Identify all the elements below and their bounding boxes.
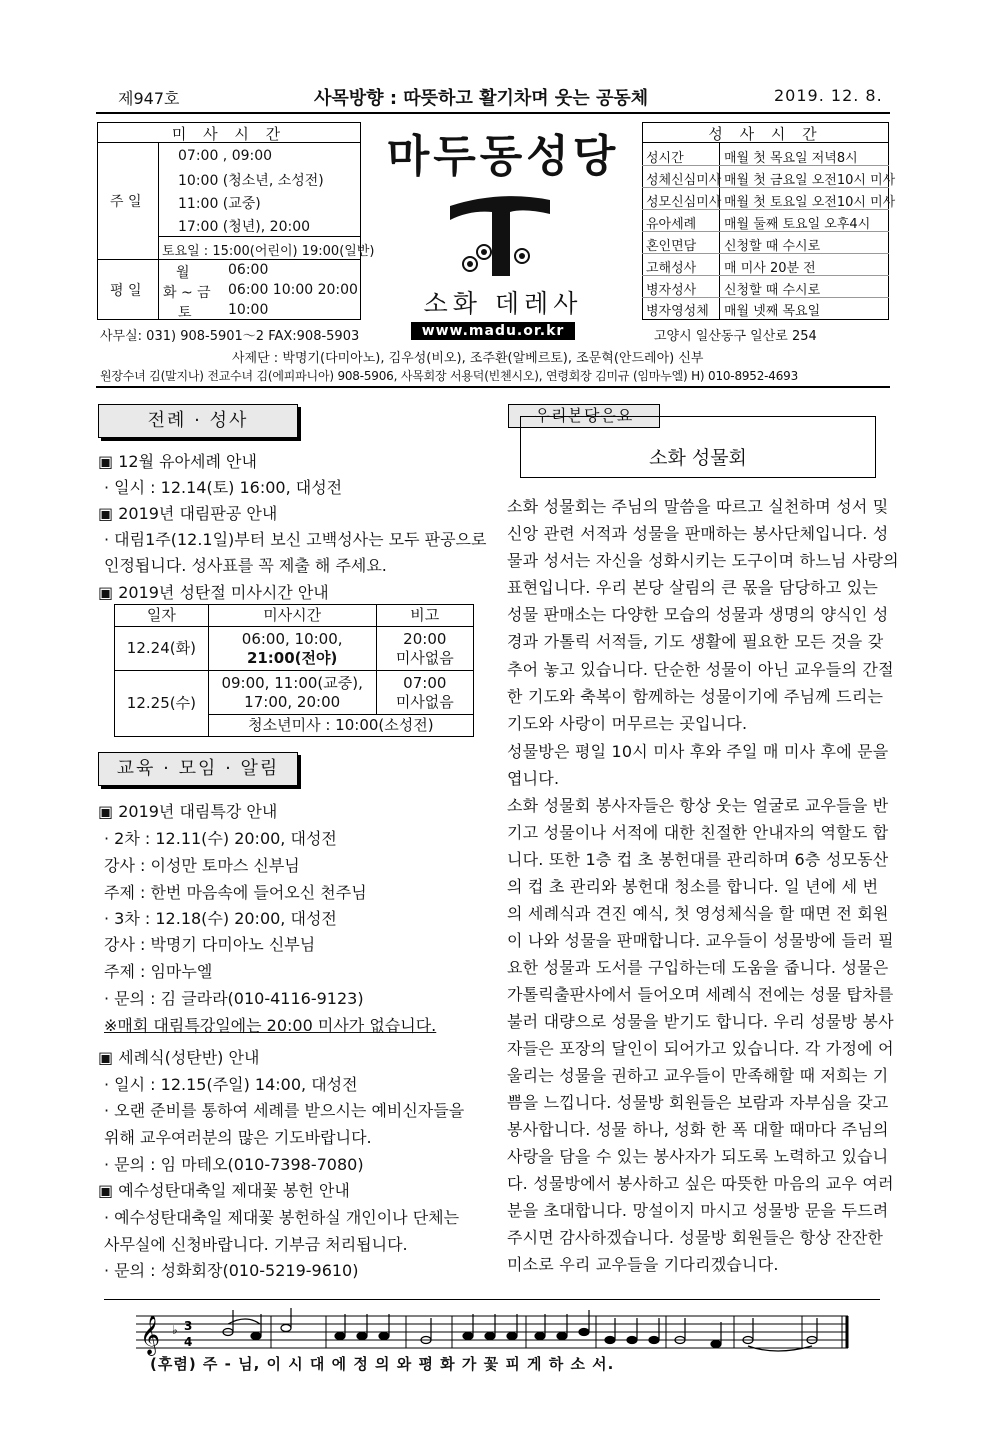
liturgy-line: · 일시 : 12.14(토) 16:00, 대성전 [104, 478, 343, 497]
treble-clef-icon: 𝄞 [140, 1315, 161, 1355]
feature-line: 니다. 또한 1층 컵 초 봉헌대를 관리하며 6층 성모동산 [507, 850, 889, 869]
education-line: 주제 : 임마누엘 [104, 962, 213, 981]
footer-rule [104, 1299, 880, 1300]
issue-number: 제947호 [118, 89, 180, 108]
music-staff [136, 1306, 856, 1358]
liturgy-heading: ▣ 2019년 대림판공 안내 [98, 504, 278, 523]
sunday-time: 11:00 (교중) [178, 196, 261, 212]
sacrament-name: 성시간 [646, 151, 684, 166]
education-line: 강사 : 이성만 토마스 신부님 [104, 856, 300, 875]
table-cell-line: 20:00 [403, 629, 447, 648]
feature-line: 자들은 포장의 달인이 되어가고 있습니다. 각 가정에 어 [507, 1039, 894, 1058]
liturgy-heading: ▣ 12월 유아세례 안내 [98, 452, 257, 471]
feature-title: 소화 성물회 [649, 447, 747, 469]
liturgy-section-title: 전례 · 성사 [98, 404, 298, 438]
contact-rule [96, 386, 890, 388]
weekday-day: 월 [176, 265, 190, 281]
sacrament-time: 매월 첫 목요일 저녁8시 [724, 151, 858, 166]
sacrament-name: 병자성사 [646, 283, 697, 298]
time-signature-top: 3 [184, 1319, 193, 1333]
sacrament-name: 병자영성체 [646, 304, 709, 319]
pastoral-motto: 사목방향 : 따뜻하고 활기차며 웃는 공동체 [314, 88, 649, 109]
feature-line: 기도와 사랑이 머무르는 곳입니다. [507, 714, 748, 733]
time-signature-bottom: 4 [184, 1335, 193, 1349]
weekday-time: 06:00 10:00 20:00 [228, 282, 358, 298]
mass-times-title: 미 사 시 간 [171, 125, 287, 143]
music-lyrics: (후렴) 주 - 님, 이 시 대 에 정 의 와 평 화 가 꽃 피 게 하 소 서. [150, 1355, 615, 1373]
sacrament-name: 혼인면담 [646, 239, 697, 254]
feature-line: 신앙 관련 서적과 성물을 판매하는 봉사단체입니다. 성 [507, 524, 889, 543]
education-line: · 2차 : 12.11(수) 20:00, 대성전 [104, 829, 337, 848]
education-heading: ▣ 2019년 대림특강 안내 [98, 802, 278, 821]
sunday-time: 17:00 (청년), 20:00 [178, 219, 311, 235]
feature-line: 성물 판매소는 다양한 모습의 성물과 생명의 양식인 성 [507, 605, 889, 624]
saturday-time: 토요일 : 15:00(어린이) 19:00(일반) [162, 244, 375, 259]
weekday-time: 06:00 [228, 262, 269, 278]
education-line: 강사 : 박명기 다미아노 신부님 [104, 935, 316, 954]
education-heading: ▣ 예수성탄대축일 제대꽃 봉헌 안내 [98, 1181, 350, 1200]
table-cell-line: 06:00, 10:00, [241, 629, 343, 648]
weekday-day: 화 ~ 금 [163, 285, 211, 301]
table-cell-line: 07:00 [403, 673, 447, 692]
education-line: 사무실에 신청바랍니다. 기부금 처리됩니다. [104, 1235, 408, 1254]
website-link[interactable]: www.madu.or.kr [411, 322, 575, 340]
table-cell-line: 09:00, 11:00(교중), [221, 673, 363, 692]
sacrament-time: 신청할 때 수시로 [724, 283, 821, 298]
sacrament-name: 고해성사 [646, 261, 697, 276]
feature-line: 물과 성서는 자신을 성화시키는 도구이며 하느님 사랑의 [507, 551, 899, 570]
sacrament-time: 매 미사 20분 전 [724, 261, 816, 276]
table-cell-line: 미사없음 [395, 692, 454, 711]
table-cell: 청소년미사 : 10:00(소성전) [208, 715, 473, 737]
education-section-title: 교육 · 모임 · 알림 [98, 752, 298, 786]
christmas-mass-table [114, 604, 474, 737]
table-cell: 12.25(수) [115, 671, 209, 737]
feature-line: 사랑을 담을 수 있는 봉사자가 되도록 노력하고 있습니 [507, 1147, 889, 1166]
liturgy-line: · 대림1주(12.1일)부터 보신 고백성사는 모두 판공으로 [104, 530, 487, 549]
liturgy-line: 인정됩니다. 성사표를 꼭 제출 해 주세요. [104, 556, 387, 575]
feature-line: 소화 성물회 봉사자들은 항상 웃는 얼굴로 교우들을 반 [507, 796, 889, 815]
feature-line: 이 나와 성물을 판매합니다. 교우들이 성물방에 들러 필 [507, 931, 894, 950]
education-line: · 3차 : 12.18(수) 20:00, 대성전 [104, 909, 337, 928]
sacrament-name: 성모신심미사 [646, 195, 722, 210]
header-rule [96, 112, 890, 114]
feature-line: 울리는 성물을 권하고 교우들이 만족해할 때 저희는 기 [507, 1066, 889, 1085]
feature-line: 요한 성물과 도서를 구입하는데 도움을 줍니다. 성물은 [507, 958, 889, 977]
sunday-time: 10:00 (청소년, 소성전) [178, 173, 324, 189]
svg-text:♭: ♭ [172, 1323, 178, 1337]
table-header: 비고 [376, 605, 473, 627]
sacrament-name: 유아세례 [646, 217, 697, 232]
church-address: 고양시 일산동구 일산로 254 [654, 329, 817, 344]
weekday-time: 10:00 [228, 302, 269, 318]
feature-line: 표현입니다. 우리 본당 살림의 큰 몫을 담당하고 있는 [507, 578, 879, 597]
feature-line: 추어 놓고 있습니다. 단순한 성물이 아닌 교우들의 간절 [507, 660, 894, 679]
table-cell: 12.24(화) [115, 627, 209, 671]
education-line: · 오랜 준비를 통하여 세례를 받으시는 예비신자들을 [104, 1101, 465, 1120]
table-cell-line: 21:00(전야) [246, 648, 338, 667]
education-line: · 예수성탄대축일 제대꽃 봉헌하실 개인이나 단체는 [104, 1208, 460, 1227]
education-line: · 문의 : 임 마테오(010-7398-7080) [104, 1155, 364, 1174]
table-cell-line: 17:00, 20:00 [244, 692, 341, 711]
feature-line: 다. 성물방에서 봉사하고 싶은 따뜻한 마음의 교우 여러 [507, 1174, 894, 1193]
feature-line: 미소로 우리 교우들을 기다리겠습니다. [507, 1255, 779, 1274]
table-header: 일자 [115, 605, 209, 627]
education-line: · 문의 : 성화회장(010-5219-9610) [104, 1261, 359, 1280]
table-cell [208, 671, 376, 715]
feature-line: 분을 초대합니다. 망설이지 마시고 성물방 문을 두드려 [507, 1201, 889, 1220]
staff-list: 원장수녀 김(말지나) 전교수녀 김(에피파니아) 908-5906, 사목회장 서용덕(빈첸시오), 연령회장 김미규 (임마누엘) H) 010-8952-4693 [100, 369, 799, 383]
sacrament-time: 매월 첫 토요일 오전10시 미사 [724, 195, 896, 210]
sacrament-time: 매월 첫 금요일 오전10시 미사 [724, 173, 896, 188]
sacrament-name: 성체신심미사 [646, 173, 722, 188]
feature-line: 한 기도와 축복이 함께하는 성물이기에 주님께 드리는 [507, 687, 884, 706]
feature-line: 가톨릭출판사에서 들어오며 세례식 전에는 성물 탑차를 [507, 985, 894, 1004]
sunday-time: 07:00 , 09:00 [178, 148, 273, 164]
sacrament-time: 신청할 때 수시로 [724, 239, 821, 254]
table-cell [376, 671, 473, 715]
feature-line: 불러 대량으로 성물을 받기도 합니다. 우리 성물방 봉사 [507, 1012, 894, 1031]
issue-date: 2019. 12. 8. [774, 86, 883, 105]
patron-saint: 소화 데레사 [423, 289, 583, 318]
sacraments-title: 성 사 시 간 [708, 125, 823, 143]
table-cell [376, 627, 473, 671]
feature-line: 경과 가톨릭 서적들, 기도 생활에 필요한 모든 것을 갖 [507, 632, 884, 651]
education-notice: ※매회 대림특강일에는 20:00 미사가 없습니다. [104, 1016, 437, 1035]
sacrament-time: 매월 넷째 목요일 [724, 304, 821, 319]
cross-logo-icon [440, 184, 560, 284]
sacrament-time: 매월 둘째 토요일 오후4시 [724, 217, 871, 232]
feature-line: 성물방은 평일 10시 미사 후와 주일 매 미사 후에 문을 [507, 742, 889, 761]
feature-line: 엽니다. [507, 769, 560, 788]
table-cell [208, 627, 376, 671]
education-heading: ▣ 세례식(성탄반) 안내 [98, 1048, 260, 1067]
weekday-label: 평 일 [110, 283, 142, 299]
feature-line: 기고 성물이나 서적에 대한 친절한 안내자의 역할도 합 [507, 823, 889, 842]
education-line: · 문의 : 김 글라라(010-4116-9123) [104, 989, 364, 1008]
liturgy-heading: ▣ 2019년 성탄절 미사시간 안내 [98, 583, 329, 602]
feature-line: 봉사합니다. 성물 하나, 성화 한 폭 대할 때마다 주님의 [507, 1120, 889, 1139]
education-line: 주제 : 한번 마음속에 들어오신 천주님 [104, 883, 367, 902]
table-cell-line: 미사없음 [395, 648, 454, 667]
sunday-label: 주 일 [110, 194, 142, 210]
weekday-day: 토 [178, 305, 192, 321]
clergy-list: 사제단 : 박명기(다미아노), 김우성(비오), 조주환(알베르토), 조문혁(안드레아) 신부 [232, 351, 704, 366]
feature-line: 의 세례식과 견진 예식, 첫 영성체식을 할 때면 전 회원 [507, 904, 889, 923]
education-line: · 일시 : 12.15(주일) 14:00, 대성전 [104, 1075, 358, 1094]
church-name: 마두동성당 [386, 131, 620, 182]
feature-line: 의 컵 초 관리와 봉헌대 청소를 합니다. 일 년에 세 번 [507, 877, 879, 896]
feature-line: 주시면 감사하겠습니다. 성물방 회원들은 항상 잔잔한 [507, 1228, 884, 1247]
feature-line: 소화 성물회는 주님의 말씀을 따르고 실천하며 성서 및 [507, 497, 889, 516]
education-line: 위해 교우여러분의 많은 기도바랍니다. [104, 1128, 372, 1147]
office-contact: 사무실: 031) 908-5901～2 FAX:908-5903 [100, 329, 360, 344]
feature-tab: 우리본당은요 [508, 404, 660, 428]
table-header: 미사시간 [208, 605, 376, 627]
feature-line: 쁨을 느낍니다. 성물방 회원들은 보람과 자부심을 갖고 [507, 1093, 889, 1112]
